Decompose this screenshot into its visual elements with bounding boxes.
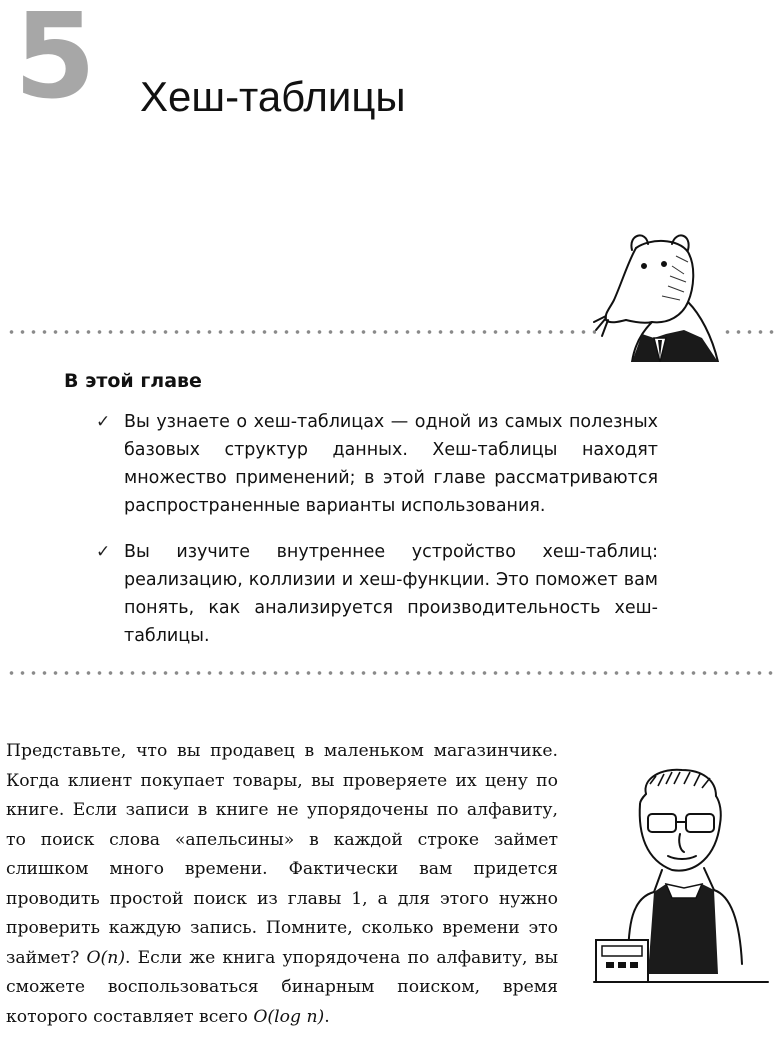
big-o-log: O(log n) <box>253 1006 325 1027</box>
dotted-separator-bottom <box>6 670 774 676</box>
checkmark-icon: ✓ <box>96 412 111 432</box>
shop-clerk-illustration <box>592 764 770 998</box>
rat-in-suit-illustration <box>592 226 722 362</box>
checkmark-icon: ✓ <box>96 542 111 562</box>
chapter-goals-list <box>96 408 658 668</box>
list-item-text: Вы изучите внутреннее устройство хеш-таблиц: реализацию, коллизии и хеш-функции. Это поможет вам понять, как анализируется производительность хеш-таблицы. <box>124 542 658 646</box>
list-item <box>96 538 658 650</box>
list-item-text: Вы узнаете о хеш-таблицах — одной из самых полезных базовых структур данных. Хеш-таблицы находят множество применений; в этой главе рассматриваются распространенные варианты использования. <box>124 412 658 516</box>
body-text: . Если же книга упорядочена по алфавиту, вы сможете воспользоваться бинарным поиском, время которого составляет всего <box>6 947 558 1027</box>
chapter-title: Хеш-таблицы <box>140 73 406 120</box>
list-item <box>96 408 658 520</box>
big-o-linear: O(n) <box>86 947 126 968</box>
body-paragraph <box>6 737 558 1032</box>
body-text: . <box>324 1006 330 1027</box>
body-text: Представьте, что вы продавец в маленьком магазинчике. Когда клиент покупает товары, вы проверяете их цену по книге. Если записи в книге не упорядочены по алфавиту, то поиск слова «апельсины» в каждой строке займет слишком много времени. Фактически вам придется проводить простой поиск из главы 1, а для этого нужно проверить каждую запись. Помните, сколько времени это займет? <box>6 741 558 968</box>
dotted-separator-top <box>6 329 596 335</box>
section-heading: В этой главе <box>64 370 202 392</box>
chapter-number: 5 <box>14 0 95 125</box>
dotted-separator-top-right <box>722 329 774 335</box>
